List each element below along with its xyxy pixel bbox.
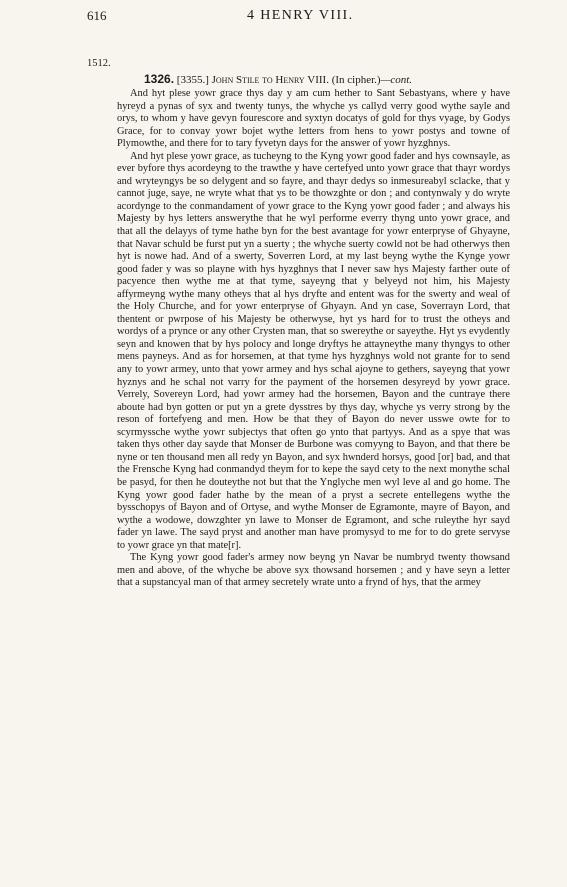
running-title: 4 HENRY VIII. <box>247 8 354 23</box>
margin-year: 1512. <box>87 58 111 69</box>
page-number: 616 <box>87 8 107 23</box>
entry-note: (In cipher.) <box>331 74 381 86</box>
entry-reference: [3355.] <box>176 74 209 86</box>
paragraph: And hyt plese yowr grace thys day y am cum hether to Sant Sebastyans, where y have hyreyd a pynas of syx and twenty tunys, the whyche ys callyd verry good wythe sayle and orys, to whom y have gevyn fourescore and syxtyn docatys of gold for thys vyage, by Godys Grace, for to convay yowr bojet wythe letters from hens to yowr postys and towne of Plymowthe, and there for to tary fyvetyn days for the answer of yowr hyzghnys. <box>117 88 510 150</box>
document-body <box>117 73 510 590</box>
entry-heading <box>117 73 510 87</box>
paragraph: And hyt plese yowr grace, as tucheyng to the Kyng yowr good fader and hys cownsayle, as ever byfore thys acordeyng to the trawthe y have certefyed unto yowr grace that thayr wordys and wryteyngys be so delygent and so fayre, and thayr dedys so inmesureabyl sclacke, that y cannot juge, saye, ne wryte what that ys to be thowzghte or don ; and contynwaly y do wryte acordynge to the conmandament of yowr grace to the Kyng yowr good fader ; and always his Majesty by hys letters answerythe that he wyl performe everry thyng unto yowr grace, and that all the delayys of tyme hathe byn for the best avantage for yowr enterpryse of Ghyayne, that Navar schuld be furst put yn a suerty ; the whyche suerty cowld not be had otherwys then hyt is nowe had. And of a swerty, Soverren Lord, at my last beyng wythe the Kynge yowr good fader y was so playne with hys hyzghnys that I never saw hys Majesty farther oute of pacyence then wythe me at that tyme, sayeyng that y belyeyd not him, his Majesty affyrmeyng wythe many otheys that al hys dryfte and entent was for the swerty and weal of the Holy Churche, and for yowr enterpryse of Ghyayn. And yn case, Soverrayn Lord, that thentent or pwrpose of his Majesty be otherwyse, hyt ys hard for to trust the otheys and wordys of a prynce or any other Crysten man, that so swereythe or sayeythe. Hyt ys evydently seyn and knowen that by hys polocy and longe dryftys he attayneythe many thyngys to other mens payneys. And as for horsemen, at that tyme hys hyzghnys wold not grante for to send any to yowr armey, unto that yowr armey and hys schal ajoyne to gethers, sayeyng that yowr hyznys and he schal not varry for the payment of the horsemen desyreyd by yowr grace. Verrely, Sovereyn Lord, had yowr armey had the horsemen, Bayon and the cuntraye there aboute had byn gotten or put yn a grete dysstres by thys day, whyche ys verry strong by the reson of fortefyeng and men. How be that they of Bayon do never usswe owte for to scyrmyssche wythe yowr subjectys that often go ynto that partyys. And as a spye that was taken thys other day sayde that Monser de Burbone was comyyng to Bayon, and that there be nyne or ten thousand men all redy yn Bayon, and syx hwnderd horsys, good [or] bad, and that the Frensche Kyng had conmandyd theym for to kepe the sayd cety to the next monythe schal be pasyd, for then he douteythe not but that the Ynglyche men wyl leve al and go home. The Kyng yowr good fader hathe by the mean of a pryst a secrete entellegens wythe the bysschopys of Bayon and of Ortyse, and wythe Monser de Egramonte, mayre of Bayon, and wythe a wodowe, dowzghter yn lawe to Monser de Egramont, and sche ruleythe hyr sayd fader yn lawe. The sayd pryst and another man have promysyd to me for to do grete servyse to yowr grace yn that mate[r]. <box>117 150 510 551</box>
entry-number: 1326. <box>144 72 175 86</box>
entry-continued: —cont. <box>380 74 413 86</box>
entry-title: John Stile to Henry VIII. <box>211 74 329 86</box>
paragraph: The Kyng yowr good fader's armey now beyng yn Navar be numbryd twenty thowsand men and above, of the whyche be above syx thowsand horsemen ; and y have seyn a letter that a supstancyal man of that armey secretely wrate unto a frynd of hys, that the armey <box>117 552 510 589</box>
